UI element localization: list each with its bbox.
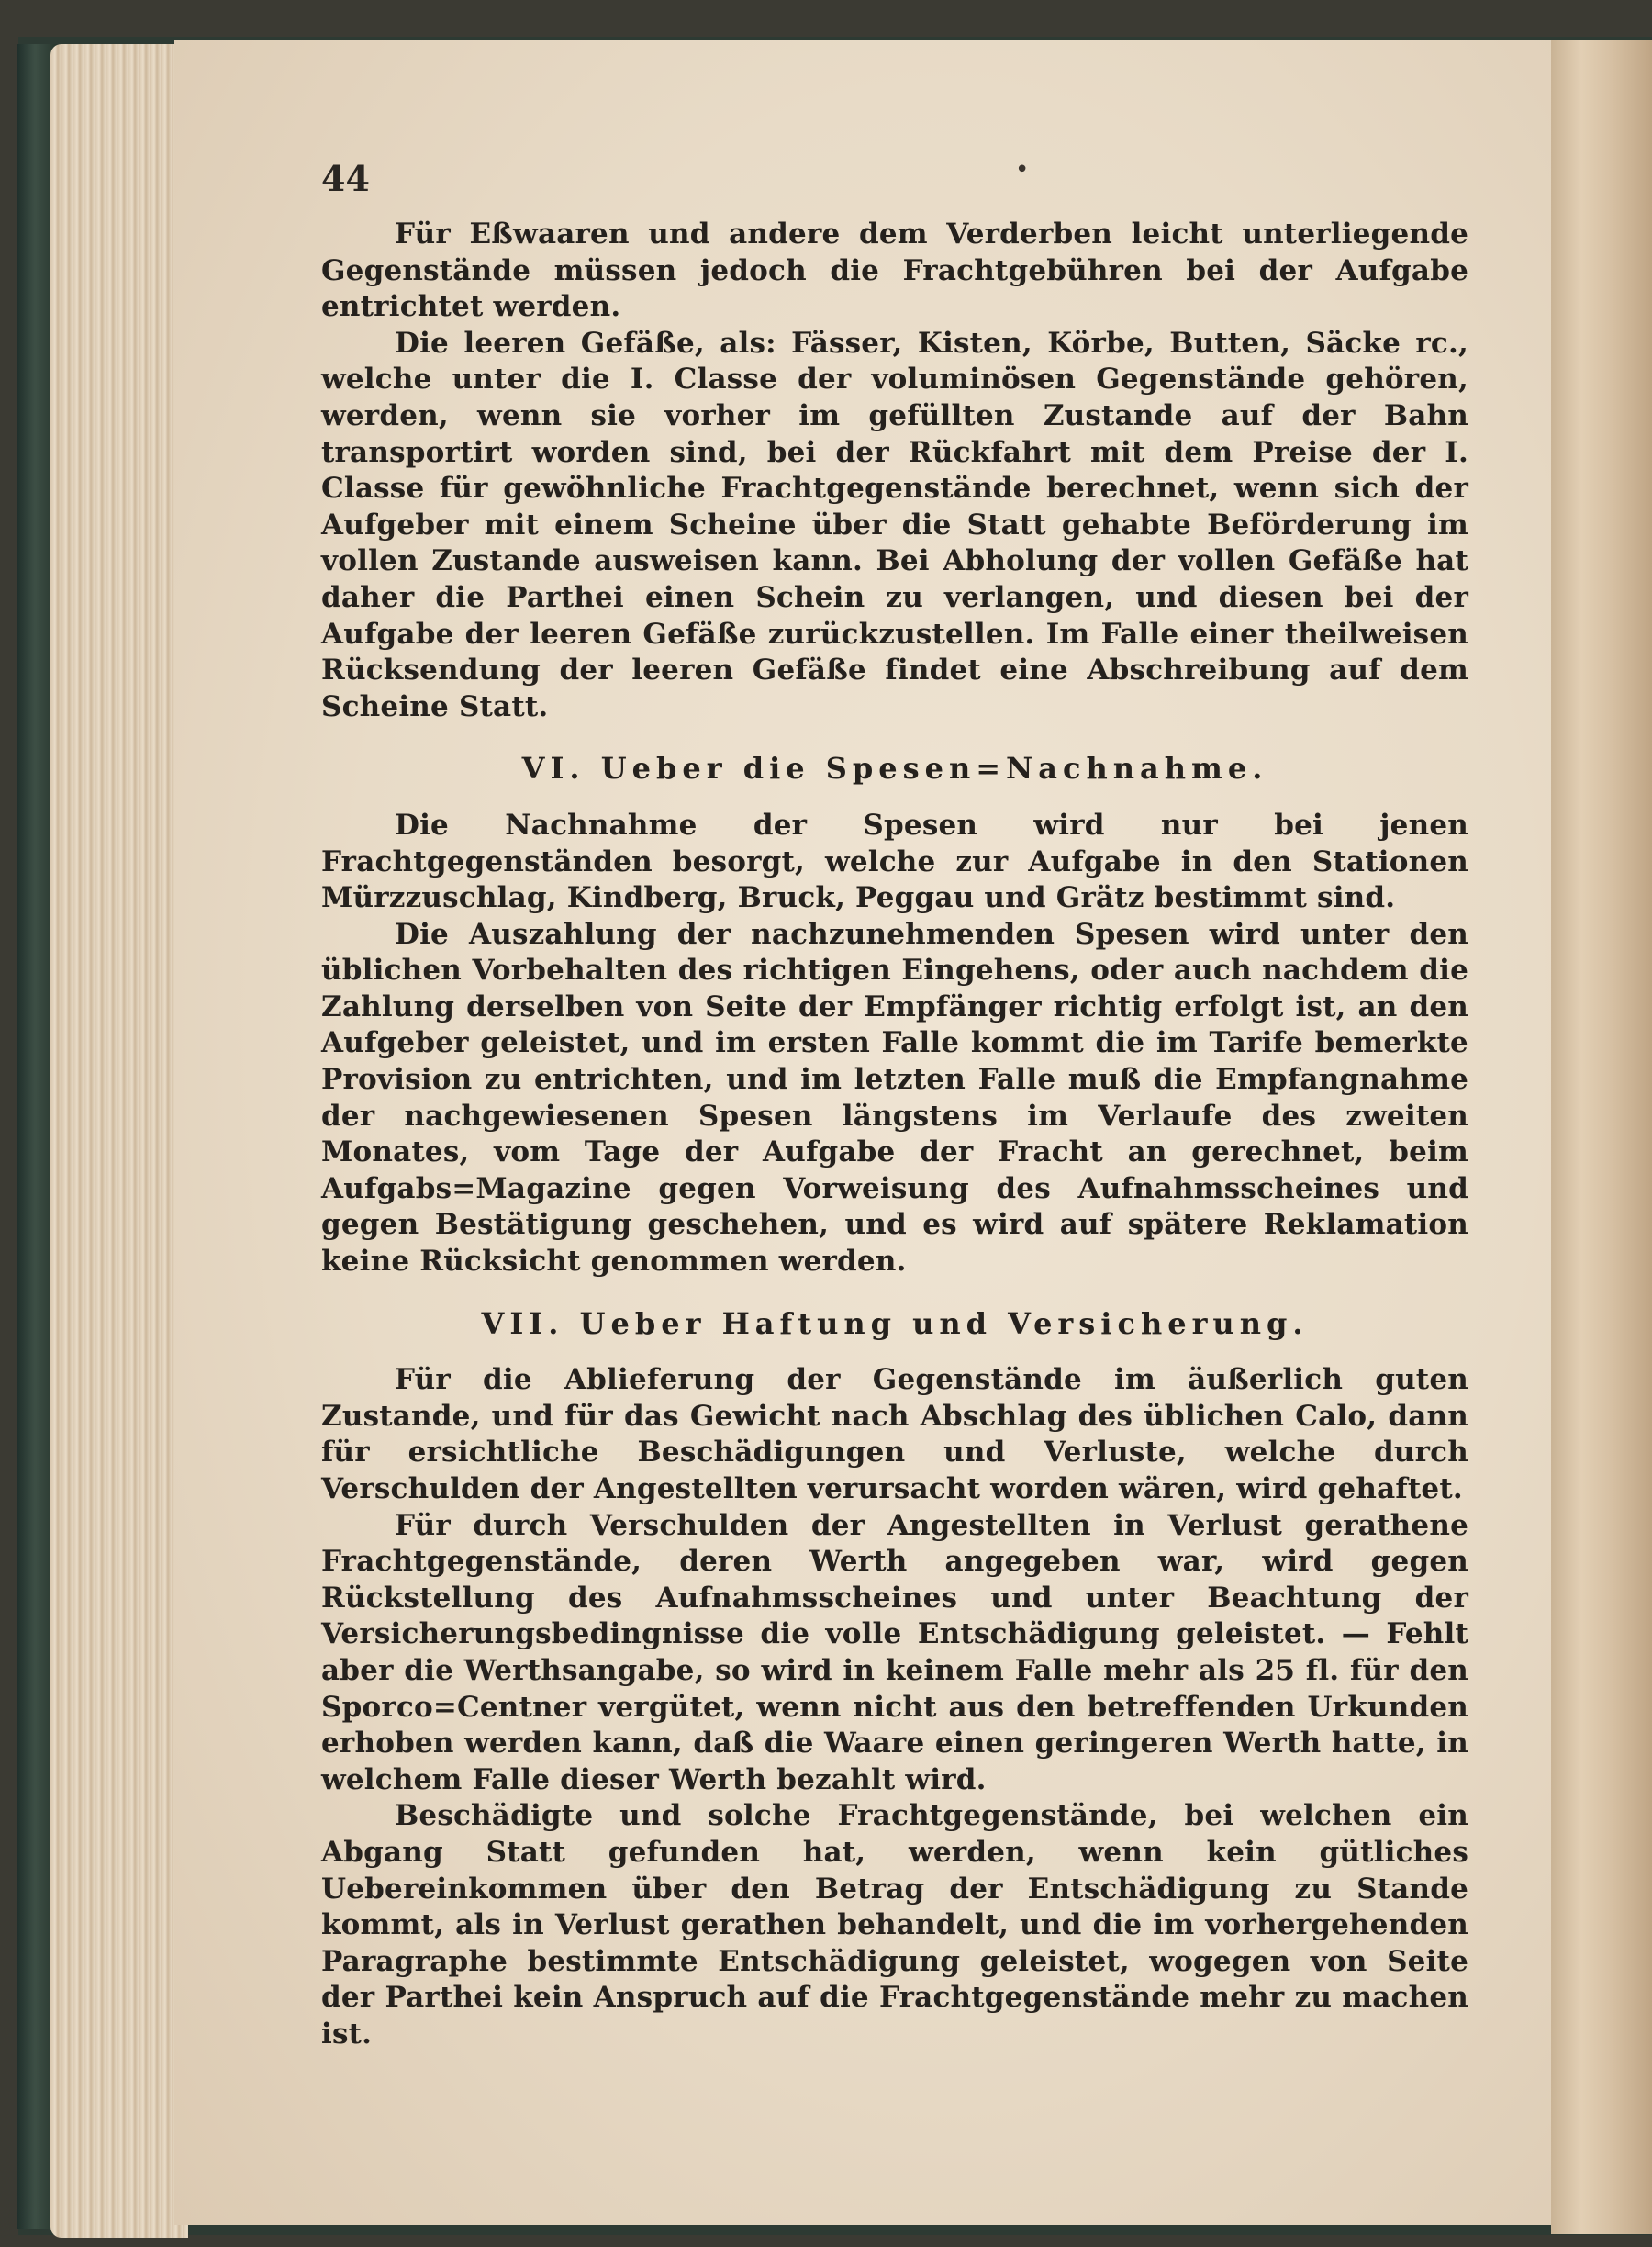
section-heading-vi: VI. Ueber die Spesen=Nachnahme.	[521, 751, 1268, 787]
page-body	[321, 217, 1468, 2053]
paragraph-damaged-goods: Beschädigte und solche Frachtgegenstände, bei welchen ein Abgang Statt gefunden hat, werden, wenn kein gütliches Uebereinkommen über den Betrag der Entschädigung zu Stande kommt, als in Verlust gerathen behandelt, und die im vorhergehenden Paragraphe bestimmte Entschädigung geleistet, wogegen von Seite der Parthei kein Anspruch auf die Frachtgegenstände mehr zu machen ist.	[321, 1799, 1468, 2051]
paragraph-payout: Die Auszahlung der nachzunehmenden Spesen wird unter den üblichen Vorbehalten des richtigen Eingehens, oder auch nachdem die Zahlung derselben von Seite der Empfänger richtig erfolgt ist, an den Aufgeber geleistet, und im ersten Falle kommt die im Tarife bemerkte Provision zu entrichten, und im letzten Falle muß die Empfangnahme der nachgewiesenen Spesen längstens im Verlaufe des zweiten Monates, vom Tage der Aufgabe der Fracht an gerechnet, beim Aufgabs=Magazine gegen Vorweisung des Aufnahmsscheines und gegen Bestätigung geschehen, und es wird auf spätere Reklamation keine Rücksicht genommen werden.	[321, 917, 1468, 1279]
paragraph-cash-on-delivery: Die Nachnahme der Spesen wird nur bei jenen Frachtgegenständen besorgt, welche zur Aufgabe in den Stationen Mürzzuschlag, Kindberg, Bruck, Peggau und Grätz bestimmt sind.	[321, 808, 1468, 915]
header-ornament: •	[1015, 156, 1030, 184]
paragraph-liability: Für die Ablieferung der Gegenstände im äußerlich guten Zustande, und für das Gewicht nach Abschlag des üblichen Calo, dann für ersichtliche Beschädigungen und Verluste, welche durch Verschulden der Angestellten verursacht worden wären, wird gehaftet.	[321, 1363, 1468, 1505]
paragraph-perishables: Für Eßwaaren und andere dem Verderben leicht unterliegende Gegenstände müssen jedoch die Frachtgebühren bei der Aufgabe entrichtet werden.	[321, 218, 1468, 324]
page-number: 44	[321, 158, 370, 199]
paragraph-empty-containers: Die leeren Gefäße, als: Fässer, Kisten, Körbe, Butten, Säcke rc., welche unter die I. Classe der voluminösen Gegenstände gehören, werden, wenn sie vorher im gefüllten Zustande auf der Bahn transportirt worden sind, bei der Rückfahrt mit dem Preise der I. Classe für gewöhnliche Frachtgegenstände berechnet, wenn sich der Aufgeber mit einem Scheine über die Statt gehabte Beförderung im vollen Zustande ausweisen kann. Bei Abholung der vollen Gefäße hat daher die Parthei einen Schein zu verlangen, und diesen bei der Aufgabe der leeren Gefäße zurückzustellen. Im Falle einer theilweisen Rücksendung der leeren Gefäße findet eine Abschreibung auf dem Scheine Statt.	[321, 326, 1468, 723]
section-heading-vii: VII. Ueber Haftung und Versicherung.	[481, 1305, 1309, 1341]
page-gutter	[1551, 40, 1652, 2234]
page-stack-edges	[50, 44, 188, 2238]
paragraph-lost-goods: Für durch Verschulden der Angestellten in Verlust gerathene Frachtgegenstände, deren Werth angegeben war, wird gegen Rückstellung des Aufnahmsscheines und unter Beachtung der Versicherungsbedingnisse die volle Entschädigung geleistet. — Fehlt aber die Werthsangabe, so wird in keinem Falle mehr als 25 fl. für den Sporco=Centner vergütet, wenn nicht aus den betreffenden Urkunden erhoben werden kann, daß die Waare einen geringeren Werth hatte, in welchem Falle dieser Werth bezahlt wird.	[321, 1508, 1468, 1796]
